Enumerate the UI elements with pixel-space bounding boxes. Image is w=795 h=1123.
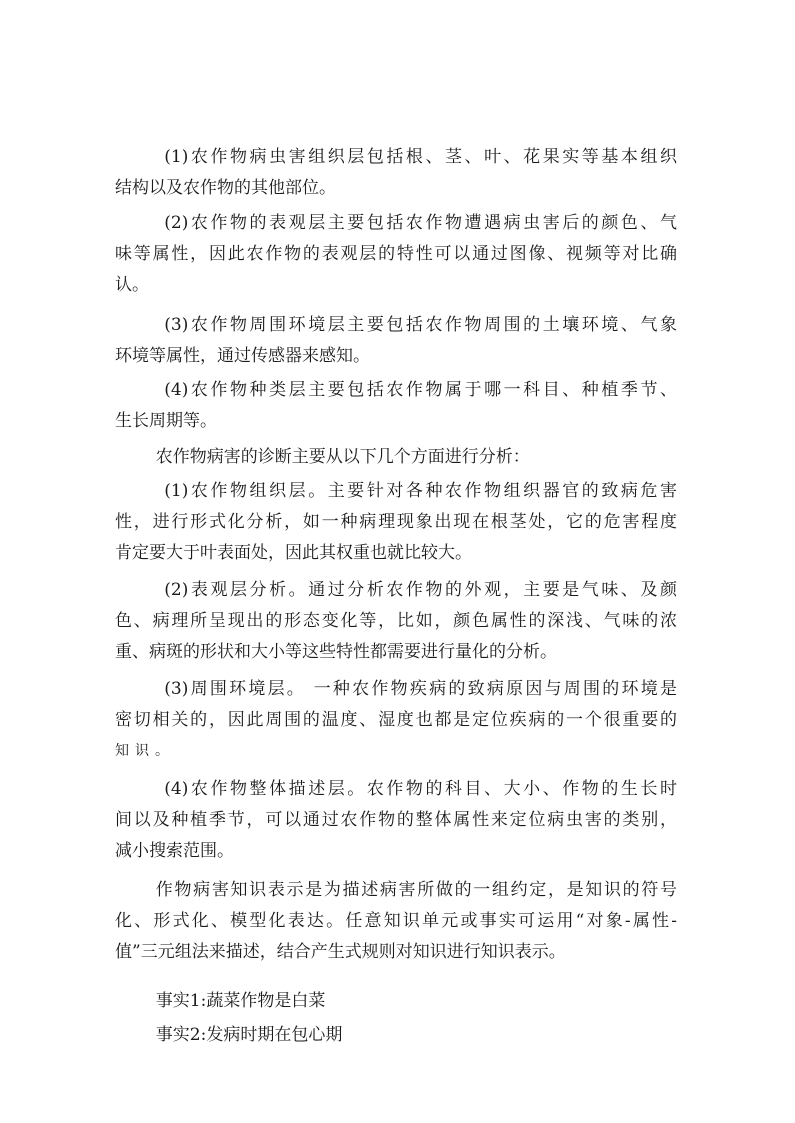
paragraph-line: 生长周期等。 — [115, 411, 217, 431]
paragraph-line: (3)周围环境层。 一种农作物疾病的致病原因与周围的环境是 — [164, 679, 677, 699]
paragraph-tissue-layer — [115, 142, 677, 204]
paragraph-line: (1)农作物组织层。主要针对各种农作物组织器官的致病危害 — [164, 481, 677, 501]
paragraph-line: 减小搜索范围。 — [115, 841, 234, 861]
paragraph-appearance-layer — [115, 208, 677, 301]
paragraph-diagnosis-tissue — [115, 476, 677, 569]
paragraph-diagnosis-appearance — [115, 575, 677, 668]
fact-2 — [115, 1020, 677, 1051]
paragraph-line: 间以及种植季节，可以通过农作物的整体属性来定位病虫害的类别， — [115, 810, 677, 830]
paragraph-line: 知识。 — [115, 743, 175, 759]
paragraph-line: 环境等属性，通过传感器来感知。 — [115, 346, 370, 366]
paragraph-line: 味等属性，因此农作物的表观层的特性可以通过图像、视频等对比确 — [115, 244, 677, 264]
fact-1 — [115, 986, 677, 1017]
paragraph-line: 色、病理所呈现出的形态变化等，比如，颜色属性的深浅、气味的浓 — [115, 611, 677, 631]
paragraph-environment-layer — [115, 310, 677, 372]
paragraph-line: (1)农作物病虫害组织层包括根、茎、叶、花果实等基本组织 — [164, 147, 677, 167]
paragraph-line: 化、形式化、模型化表达。任意知识单元或事实可运用“对象-属性- — [115, 911, 677, 931]
paragraph-knowledge-representation — [115, 875, 677, 968]
paragraph-line: 重、病斑的形状和大小等这些特性都需要进行量化的分析。 — [115, 642, 557, 662]
paragraph-diagnosis-overall — [115, 774, 677, 867]
paragraph-species-layer — [115, 375, 677, 437]
paragraph-line: 事实2:发病时期在包心期 — [155, 1025, 343, 1045]
paragraph-line: (4)农作物整体描述层。农作物的科目、大小、作物的生长时 — [164, 779, 677, 799]
paragraph-line: 性，进行形式化分析，如一种病理现象出现在根茎处，它的危害程度 — [115, 512, 677, 532]
paragraph-line: 认。 — [115, 275, 149, 295]
paragraph-line: (2)表观层分析。通过分析农作物的外观，主要是气味、及颜 — [164, 580, 677, 600]
paragraph-line: (2)农作物的表观层主要包括农作物遭遇病虫害后的颜色、气 — [164, 213, 677, 233]
paragraph-line: 农作物病害的诊断主要从以下几个方面进行分析： — [155, 447, 530, 467]
paragraph-line: 肯定要大于叶表面处，因此其权重也就比较大。 — [115, 543, 472, 563]
paragraph-line: (3)农作物周围环境层主要包括农作物周围的土壤环境、气象 — [164, 315, 677, 335]
paragraph-diagnosis-environment — [115, 674, 677, 767]
paragraph-line: (4)农作物种类层主要包括农作物属于哪一科目、种植季节、 — [164, 380, 677, 400]
paragraph-line: 值”三元组法来描述，结合产生式规则对知识进行知识表示。 — [115, 942, 566, 962]
paragraph-diagnosis-intro — [115, 442, 677, 473]
paragraph-line: 密切相关的，因此周围的温度、湿度也都是定位疾病的一个很重要的 — [115, 710, 677, 730]
paragraph-line: 结构以及农作物的其他部位。 — [115, 178, 336, 198]
paragraph-line: 作物病害知识表示是为描述病害所做的一组约定，是知识的符号 — [155, 880, 677, 900]
paragraph-line: 事实1:蔬菜作物是白菜 — [155, 991, 326, 1011]
